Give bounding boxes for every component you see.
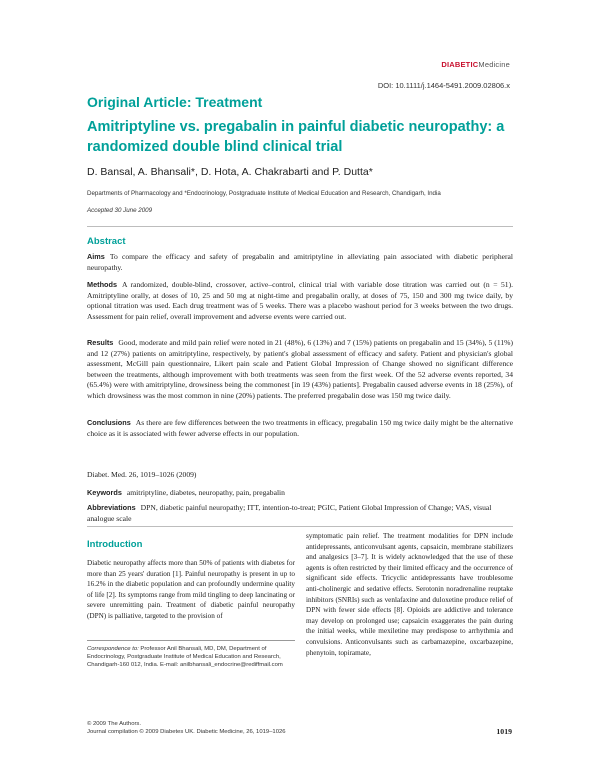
abstract-conclusions: Conclusions As there are few differences between the two treatments in efficacy, pregabalin 150 mg twice daily might be the alternative choice as it is associated with fewer adverse effects in our population. bbox=[87, 418, 513, 438]
authors: D. Bansal, A. Bhansali*, D. Hota, A. Chakrabarti and P. Dutta* bbox=[87, 166, 373, 178]
section-label: Original Article: Treatment bbox=[87, 94, 263, 110]
introduction-heading: Introduction bbox=[87, 539, 143, 550]
abbreviations: Abbreviations DPN, diabetic painful neuropathy; ITT, intention-to-treat; PGIC, Patient Global Impression of Change; VAS, visual analogue scale bbox=[87, 503, 492, 523]
journal-name: DIABETICMedicine bbox=[441, 60, 510, 69]
footnote-divider bbox=[87, 640, 295, 641]
correspondence-note: Correspondence to: Professor Anil Bhansali, MD, DM, Department of Endocrinology, Postgraduate Institute of Medical Education and Research, Chandigarh-160 012, India. E-mail: anilbhansali_endocrine@rediffmail.com bbox=[87, 646, 283, 669]
abstract-top-divider bbox=[87, 226, 513, 227]
doi: DOI: 10.1111/j.1464-5491.2009.02806.x bbox=[377, 81, 510, 90]
results-label: Results bbox=[87, 338, 114, 347]
abstract-heading: Abstract bbox=[87, 236, 126, 247]
abstract-bottom-divider bbox=[87, 526, 513, 527]
abstract-methods: Methods A randomized, double-blind, crossover, active–control, clinical trial with variable dose titration was carried out (n = 51). Amitriptyline orally, at doses of 10, 25 and 50 mg at night-time and pregabalin orally, at doses of 75, 150 and 300 mg twice daily, by optional titration was used. Each drug treatment was of 5 weeks. There was a placebo washout period for 3 weeks between the two drugs. Assessment for pain relief, overall improvement and adverse events were carried out. bbox=[87, 280, 513, 321]
page-number: 1019 bbox=[496, 727, 512, 736]
methods-label: Methods bbox=[87, 280, 117, 289]
abstract-results: Results Good, moderate and mild pain relief were noted in 21 (48%), 6 (13%) and 7 (15%) patients on pregabalin and 15 (34%), 5 (11%) and 12 (27%) patients on amitriptyline, respectively, by patient's global assessment of efficacy and safety. Patient and physician's global assessment, McGill pain questionnaire, Likert pain scale and Patient Global Impression of Change showed no significant difference between the treatments, although improvement with both treatments was seen from the first week. Of the 52 adverse events reported, 34 (65.4%) were with amitriptyline, drowsiness being the commonest [in 19 (43%) patients]. Pregabalin caused adverse events in 18 (25%), of which drowsiness was the most common in nine (20%) patients. The preferred pregabalin dose was 150 mg twice daily. bbox=[87, 338, 513, 400]
abstract-aims: Aims To compare the efficacy and safety of pregabalin and amitriptyline in alleviating pain associated with diabetic peripheral neuropathy. bbox=[87, 252, 513, 272]
conclusions-label: Conclusions bbox=[87, 418, 131, 427]
aims-label: Aims bbox=[87, 252, 105, 261]
citation: Diabet. Med. 26, 1019–1026 (2009) bbox=[87, 470, 197, 479]
introduction-left-column: Diabetic neuropathy affects more than 50% of patients with diabetes for more than 25 years' duration [1]. Painful neuropathy is present in up to 16.2% in the diabetic population and can profoundly undermine quality of life [2]. Its symptoms range from mild tingling to deep lancinating or severe unremitting pain. Treatment of diabetic painful neuropathy (DPN) is palliative, targeted to the provision of bbox=[87, 559, 295, 620]
keywords: Keywords amitriptyline, diabetes, neuropathy, pain, pregabalin bbox=[87, 488, 285, 497]
affiliation: Departments of Pharmacology and *Endocrinology, Postgraduate Institute of Medical Education and Research, Chandigarh, India bbox=[87, 190, 441, 197]
keywords-label: Keywords bbox=[87, 488, 122, 497]
article-title: Amitriptyline vs. pregabalin in painful diabetic neuropathy: a randomized double blind clinical trial bbox=[87, 119, 505, 155]
abbreviations-label: Abbreviations bbox=[87, 503, 136, 512]
copyright: © 2009 The Authors. Journal compilation © 2009 Diabetes UK. Diabetic Medicine, 26, 1019–1026 bbox=[87, 721, 286, 735]
introduction-right-column: symptomatic pain relief. The treatment modalities for DPN include antidepressants, anticonvulsant agents, capsaicin, membrane stabilizers and analgesics [3–7]. It is widely acknowledged that the use of these agents is often restricted by their limited efficacy and the occurrence of significant side effects. Tricyclic antidepressants have troublesome anti-cholinergic and sedative effects. Serotonin noradrenaline reuptake inhibitors (SNRIs) such as venlafaxine and duloxetine produce relief of DPN with fewer side effects [8]. Opioids are addictive and tolerance may develop on prolonged use; capsaicin exaggerates the pain during the initial weeks, while mexiletine may predispose to arrhythmia and convulsions. Anticonvulsants such as carbamazepine, oxcarbazepine, phenytoin, topiramate, bbox=[306, 532, 513, 657]
accepted-date: Accepted 30 June 2009 bbox=[87, 207, 153, 214]
